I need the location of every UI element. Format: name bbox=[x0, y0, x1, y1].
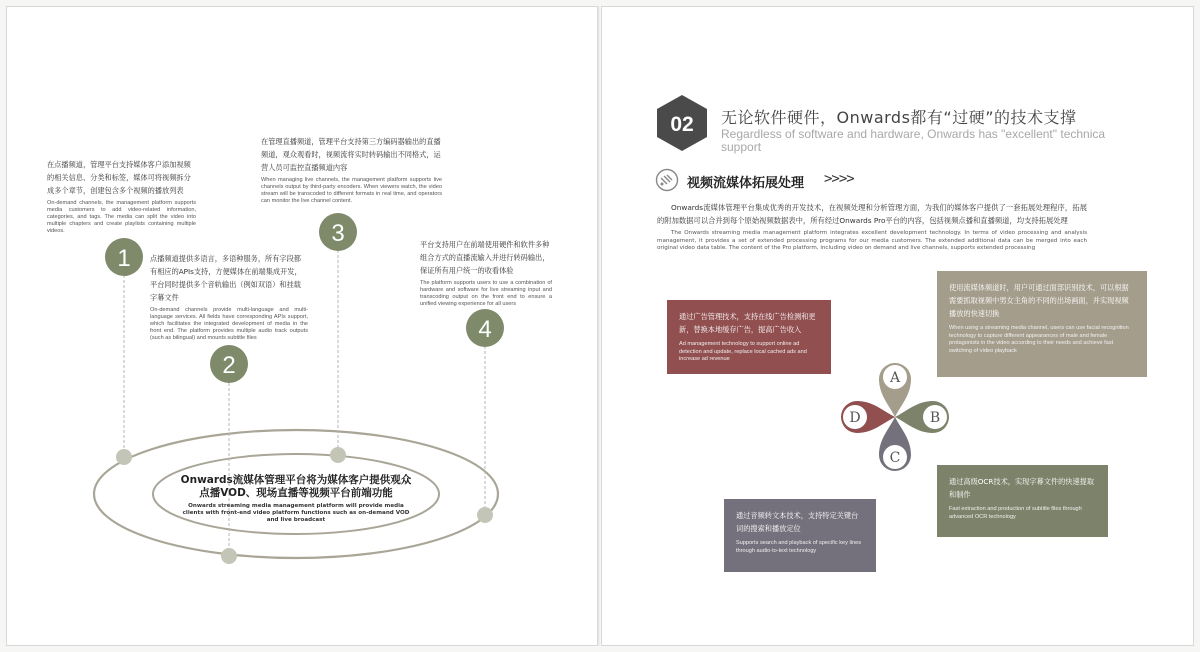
node-1-text bbox=[47, 158, 196, 235]
audio-to-text-box bbox=[724, 499, 876, 572]
ad-box-zh: 通过广告管理技术，支持在线广告检测和更新，替换本地缓存广告，提高广告收入 bbox=[679, 312, 816, 334]
page-title-en-line2: support bbox=[721, 140, 762, 154]
page-title: 无论软件硬件，Onwards都有“过硬”的技术支撑 bbox=[721, 108, 1077, 127]
section-intro bbox=[657, 201, 1087, 253]
intro-zh: Onwards流媒体管理平台集成优秀的开发技术，在视频处理和分析管理方面，为我们的媒体客户提供了一套拓展处理程序，拓展的附加数据可以合并到每个原始视频数据表中，所有经过Onwards Pro平台的内容，包括视频点播和直播频道，均支持拓展处理 bbox=[657, 203, 1087, 225]
face-box-zh: 使用流媒体频道时，用户可通过面部识别技术，可以根据需要抓取视频中男女主角的不同的出场画面，并实现视频播放的快速切换 bbox=[949, 283, 1129, 318]
node-number-3: 3 bbox=[331, 220, 345, 247]
center-zh-line1: Onwards流媒体管理平台将为媒体客户提供观众 bbox=[180, 474, 412, 486]
section-title: 视频流媒体拓展处理 bbox=[687, 176, 805, 191]
anchor-dot-3 bbox=[330, 447, 346, 463]
badge-number: 02 bbox=[670, 113, 694, 136]
section-arrows: >>>> bbox=[824, 171, 854, 187]
node-2-text bbox=[150, 252, 308, 342]
node-number-2: 2 bbox=[222, 352, 236, 379]
node-1-en: On-demand channels, the management platform supports media customers to add video-related information, categories, and tags. The media can split the video into multiple chapters and create playlists containing multiple videos. bbox=[47, 200, 196, 234]
node-number-4: 4 bbox=[478, 316, 492, 343]
node-3-zh: 在管理直播频道，管理平台支持第三方编码器输出的直播频道，观众观看时，视频流将实时转码输出不同格式，运营人员可监控直播频道内容 bbox=[261, 137, 441, 172]
node-4-zh: 平台支持用户在前端使用硬件和软件多种组合方式的直播流输入并进行转码输出，保证所有用户统一的收看体验 bbox=[420, 240, 550, 275]
center-en: Onwards streaming media management platform will provide media clients with front-end video platform functions such as on-demand VOD and live broadcast bbox=[182, 503, 410, 523]
petal-label-b: B bbox=[929, 410, 941, 426]
ad-management-box bbox=[667, 300, 831, 374]
node-4-en: The platform supports users to use a combination of hardware and software for live streaming input and transcoding output on the front end to ensure a unified viewing experience for all users bbox=[420, 280, 552, 307]
audio-box-zh: 通过音频转文本技术，支持特定关键台词的搜索和播放定位 bbox=[736, 511, 859, 533]
page-title-en bbox=[721, 128, 1121, 154]
streaming-icon bbox=[655, 168, 679, 192]
anchor-dot-1 bbox=[116, 449, 132, 465]
anchor-dot-4 bbox=[477, 507, 493, 523]
petal-label-d: D bbox=[849, 410, 861, 426]
ocr-box-en: Fast extraction and production of subtitle files through advanced OCR technology bbox=[949, 506, 1082, 520]
node-2-zh: 点播频道提供多语言，多语种服务，所有字段都有相应的APIs支持，方便媒体在前端集成开发，平台同时提供多个音轨输出（例如双语）和挂载字幕文件 bbox=[150, 254, 302, 302]
node-3-text bbox=[261, 135, 442, 205]
node-4-text bbox=[420, 238, 552, 308]
face-box-en: When using a streaming media channel, users can use facial recognition technology to capture different appearances of male and female protagonists in the video according to their needs and achieve fast switching of video playback bbox=[949, 325, 1129, 354]
ad-box-en: Ad management technology to support online ad detection and update, replace local cached ads and increase ad revenue bbox=[679, 341, 807, 362]
center-zh-line2: 点播VOD、现场直播等视频平台前端功能 bbox=[199, 487, 393, 499]
petal-label-a: A bbox=[889, 370, 901, 386]
node-number-1: 1 bbox=[117, 245, 131, 272]
ocr-box-zh: 通过高级OCR技术，实现字幕文件的快速提取和制作 bbox=[949, 477, 1095, 499]
face-recognition-box bbox=[937, 271, 1147, 377]
node-2-en: On-demand channels provide multi-language and multi-language services. All fields have corresponding APIs support, which facilitates the integrated development of media in the front end. The platform provides multiple audio track outputs (such as bilingual) and mounts subtitle files bbox=[150, 307, 308, 341]
ocr-box bbox=[937, 465, 1108, 537]
intro-en: The Onwards streaming media management platform integrates excellent development technology. In terms of video processing and analysis management, it provides a set of extended processing programs for our media customers. The extended additional data can be merged into each original video data table. The content of the Pro platform, including video on demand and live channels, supports extended processing bbox=[657, 230, 1087, 251]
node-1-zh: 在点播频道，管理平台支持媒体客户添加视频的相关信息、分类和标签，媒体可将视频拆分成多个章节，创建包含多个视频的播放列表 bbox=[47, 160, 191, 195]
page-title-en-line1: Regardless of software and hardware, Onwards has "excellent" technica bbox=[721, 127, 1106, 141]
node-3-en: When managing live channels, the management platform supports live channels output by third-party encoders. When viewers watch, the video stream will be transcoded to different formats in real time, and operators can monitor the live channel content. bbox=[261, 177, 442, 204]
petal-label-c: C bbox=[889, 450, 901, 466]
audio-box-en: Supports search and playback of specific key lines through audio-to-text technology bbox=[736, 540, 861, 554]
hexagon-badge bbox=[655, 94, 709, 152]
anchor-dot-2 bbox=[221, 548, 237, 564]
center-statement bbox=[180, 474, 412, 524]
